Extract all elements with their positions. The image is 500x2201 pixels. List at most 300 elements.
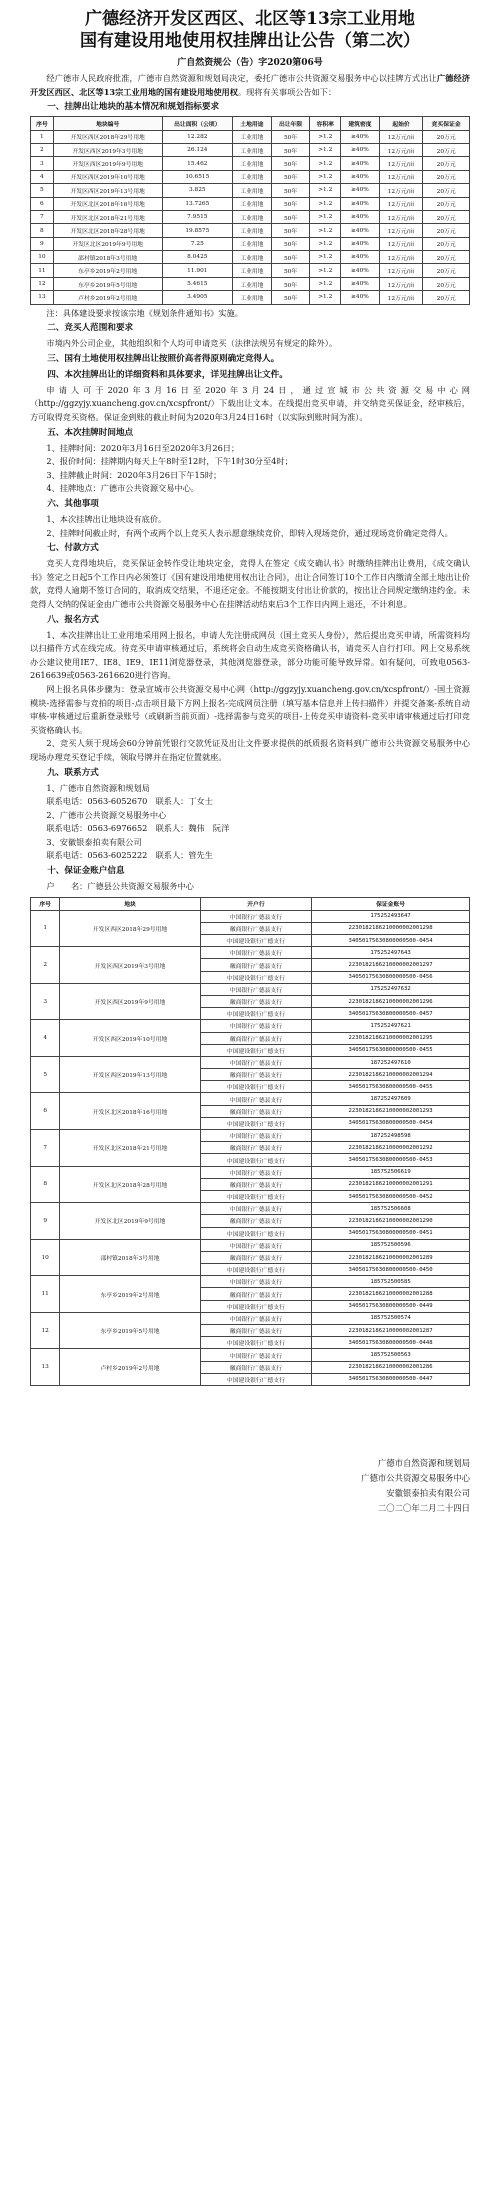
deposit-bank-cell: 徽商银行广德县支行 bbox=[200, 1215, 311, 1227]
parcel-cell: 工业用地 bbox=[233, 170, 272, 183]
parcel-cell: 12万元/亩 bbox=[379, 157, 423, 170]
parcel-cell: >1.2 bbox=[310, 237, 341, 250]
deposit-bank-cell: 中国银行广德县支行 bbox=[200, 1349, 311, 1361]
parcel-header-cell: 序号 bbox=[31, 117, 54, 130]
deposit-index-cell: 1 bbox=[31, 910, 60, 947]
parcel-cell: 工业用地 bbox=[233, 251, 272, 264]
parcel-header-cell: 出让年限 bbox=[271, 117, 310, 130]
deposit-bank-cell: 徽商银行广德县支行 bbox=[200, 995, 311, 1007]
deposit-index-cell: 11 bbox=[31, 1276, 60, 1313]
deposit-account-cell: 2230182186210000002001295 bbox=[312, 1032, 470, 1044]
deposit-account-cell: 185752500563 bbox=[312, 1349, 470, 1361]
deposit-index-cell: 6 bbox=[31, 1093, 60, 1130]
parcel-cell: 13.7265 bbox=[162, 197, 232, 210]
section4-body: 申请人可于2020年3月16日至2020年3月24日，通过宣城市公共资源交易中心网（http://ggzyjy.xuancheng.gov.cn/xcspfront/）下载出让文本。在线提出竞买申请，并交纳竞买保证金，经审核后，方可取得竞买资格。保证金到账的截止时间为2020年3月24日16时（以实际到账时间为准）。 bbox=[30, 384, 470, 423]
deposit-bank-cell: 徽商银行广德县支行 bbox=[200, 1069, 311, 1081]
parcel-cell: >1.2 bbox=[310, 197, 341, 210]
deposit-bank-cell: 中国建设银行广德支行 bbox=[200, 1373, 311, 1385]
signature-date: 二〇二〇年二月二十四日 bbox=[377, 1502, 470, 1513]
deposit-account-cell: 34050175630800000500-0447 bbox=[312, 1373, 470, 1385]
deposit-account-cell: 2230182186210000002001290 bbox=[312, 1215, 470, 1227]
table-note: 注：具体建设要求按该宗地《规划条件通知书》实施。 bbox=[46, 307, 243, 318]
parcel-cell: 工业用地 bbox=[233, 224, 272, 237]
parcel-cell: 50年 bbox=[271, 184, 310, 197]
deposit-index-cell: 3 bbox=[31, 983, 60, 1020]
deposit-row bbox=[31, 1349, 470, 1361]
parcel-row bbox=[31, 291, 470, 304]
deposit-account-cell: 34050175630800000500-0455 bbox=[312, 1044, 470, 1056]
deposit-parcel-cell: 开发区北区2019年9号用地 bbox=[60, 1203, 200, 1240]
parcel-cell: 12万元/亩 bbox=[379, 264, 423, 277]
section9-title: 九、联系方式 bbox=[47, 767, 99, 778]
parcel-cell: 50年 bbox=[271, 277, 310, 290]
parcel-row bbox=[31, 197, 470, 210]
parcel-cell: >1.2 bbox=[310, 277, 341, 290]
deposit-account-table bbox=[30, 897, 470, 1386]
parcel-cell: ≥40% bbox=[341, 224, 380, 237]
parcel-cell: >1.2 bbox=[310, 210, 341, 223]
parcel-cell: 1 bbox=[31, 130, 54, 143]
parcel-cell: 工业用地 bbox=[233, 130, 272, 143]
parcel-table-header bbox=[31, 117, 470, 130]
parcel-cell: 11 bbox=[31, 264, 54, 277]
parcel-cell: 邵村镇2018年3号用地 bbox=[53, 251, 162, 264]
parcel-cell: 13 bbox=[31, 291, 54, 304]
parcel-cell: >1.2 bbox=[310, 157, 341, 170]
section5-item-2: 2、报价时间：挂牌期内每天上午8时至12时，下午1时30分至4时； bbox=[46, 456, 293, 467]
section7-title: 七、付款方式 bbox=[47, 543, 99, 554]
parcel-cell: ≥40% bbox=[341, 210, 380, 223]
parcel-cell: 开发区西区2019年13号用地 bbox=[53, 184, 162, 197]
deposit-account-cell: 2230182186210000002001288 bbox=[312, 1288, 470, 1300]
parcel-cell: 8 bbox=[31, 224, 54, 237]
deposit-account-cell: 175252493647 bbox=[312, 910, 470, 922]
parcel-header-cell: 土地用途 bbox=[233, 117, 272, 130]
deposit-account-cell: 187252497609 bbox=[312, 1093, 470, 1105]
parcel-cell: 8.0425 bbox=[162, 251, 232, 264]
section1-title: 一、挂牌出让地块的基本情况和规划指标要求 bbox=[47, 102, 220, 113]
deposit-bank-cell: 中国建设银行广德支行 bbox=[200, 1154, 311, 1166]
parcel-cell: 50年 bbox=[271, 210, 310, 223]
deposit-account-cell: 34050175630800000500-0455 bbox=[312, 1081, 470, 1093]
parcel-cell: 12万元/亩 bbox=[379, 251, 423, 264]
deposit-row bbox=[31, 1056, 470, 1068]
parcel-cell: 50年 bbox=[271, 143, 310, 156]
parcel-table-body bbox=[31, 130, 470, 304]
deposit-index-cell: 10 bbox=[31, 1239, 60, 1276]
deposit-account-cell: 34050175630800000500-0457 bbox=[312, 1008, 470, 1020]
intro-text-a: 经广德市人民政府批准，广德市自然资源和规划局决定，委托广德市公共资源交易服务中心以挂牌方式出让 bbox=[46, 73, 437, 83]
deposit-row bbox=[31, 1166, 470, 1178]
title-line-2: 国有建设用地使用权挂牌出让公告（第二次） bbox=[80, 31, 420, 51]
deposit-bank-cell: 中国银行广德县支行 bbox=[200, 1130, 311, 1142]
parcel-cell: 工业用地 bbox=[233, 157, 272, 170]
deposit-account-cell: 175252497643 bbox=[312, 947, 470, 959]
section6-item-1: 1、本次挂牌出让地块设有底价。 bbox=[46, 514, 167, 524]
parcel-row bbox=[31, 251, 470, 264]
parcel-cell: 12万元/亩 bbox=[379, 143, 423, 156]
deposit-parcel-cell: 卢村乡2019年2号用地 bbox=[60, 1349, 200, 1386]
parcel-cell: ≥40% bbox=[341, 130, 380, 143]
parcel-cell: >1.2 bbox=[310, 184, 341, 197]
parcel-cell: 工业用地 bbox=[233, 184, 272, 197]
deposit-account-cell: 185752500596 bbox=[312, 1239, 470, 1251]
parcel-cell: 12万元/亩 bbox=[379, 291, 423, 304]
parcel-cell: 9 bbox=[31, 237, 54, 250]
parcel-cell: 开发区西区2018年29号用地 bbox=[53, 130, 162, 143]
parcel-cell: ≥40% bbox=[341, 264, 380, 277]
parcel-cell: ≥40% bbox=[341, 157, 380, 170]
parcel-cell: 12万元/亩 bbox=[379, 277, 423, 290]
deposit-bank-cell: 中国建设银行广德支行 bbox=[200, 1008, 311, 1020]
parcel-cell: 26.124 bbox=[162, 143, 232, 156]
parcel-cell: 工业用地 bbox=[233, 197, 272, 210]
parcel-cell: 20万元 bbox=[423, 197, 470, 210]
parcel-cell: 50年 bbox=[271, 251, 310, 264]
parcel-row bbox=[31, 170, 470, 183]
deposit-account-cell: 2230182186210000002001297 bbox=[312, 959, 470, 971]
parcel-cell: 50年 bbox=[271, 291, 310, 304]
parcel-cell: 20万元 bbox=[423, 184, 470, 197]
deposit-parcel-cell: 开发区北区2018年21号用地 bbox=[60, 1130, 200, 1167]
parcel-cell: 11.901 bbox=[162, 264, 232, 277]
parcel-cell: 开发区西区2019年3号用地 bbox=[53, 143, 162, 156]
deposit-index-cell: 8 bbox=[31, 1166, 60, 1203]
section8-title: 八、报名方式 bbox=[47, 614, 99, 625]
parcel-cell: 12万元/亩 bbox=[379, 197, 423, 210]
signature-1: 广德市自然资源和规划局 bbox=[377, 1457, 470, 1468]
section6-title: 六、其他事项 bbox=[47, 499, 99, 509]
deposit-bank-cell: 中国建设银行广德支行 bbox=[200, 1190, 311, 1202]
parcel-cell: 7 bbox=[31, 210, 54, 223]
deposit-row bbox=[31, 983, 470, 995]
section8-body-3: 2、竞买人须于现场会60分钟前凭银行交款凭证及出让文件要求提供的纸质报名资料到广德市公共资源交易服务中心现场办理竞买登记手续，领取号牌并在指定位置就座。 bbox=[30, 738, 470, 762]
deposit-row bbox=[31, 1093, 470, 1105]
parcel-cell: 7.9515 bbox=[162, 210, 232, 223]
section4-title: 四、本次挂牌出让的详细资料和具体要求，详见挂牌出让文件。 bbox=[47, 369, 288, 380]
parcel-cell: 50年 bbox=[271, 264, 310, 277]
parcel-table bbox=[30, 116, 470, 304]
parcel-cell: 20万元 bbox=[423, 251, 470, 264]
deposit-index-cell: 2 bbox=[31, 947, 60, 984]
parcel-cell: >1.2 bbox=[310, 264, 341, 277]
deposit-index-cell: 4 bbox=[31, 1020, 60, 1057]
parcel-cell: 工业用地 bbox=[233, 291, 272, 304]
parcel-header-cell: 起始价 bbox=[379, 117, 423, 130]
deposit-bank-cell: 中国建设银行广德支行 bbox=[200, 1081, 311, 1093]
deposit-parcel-cell: 东亭乡2019年2号用地 bbox=[60, 1276, 200, 1313]
parcel-cell: 12万元/亩 bbox=[379, 130, 423, 143]
section8-body-1: 1、本次挂牌出让工业用地采用网上报名，申请人先注册成网员（国土竞买人身份），然后提出竞买申请，所需资料均以扫描件方式在线完成。待竞买申请审核通过后，系统将会自动生成竞买资格确认书，请竞买人自行打印。网上交易系统办公建议使用IE7、IE8、IE9、IE11浏览器登录，其他浏览器登录，部分功能可能导致异常。如有疑问，可致电0563-2616639或0563-2616620进行咨询。 bbox=[30, 629, 470, 681]
section7-body: 竞买人竞得地块后，竞买保证金转作受让地块定金，竞得人在签定《成交确认书》时缴纳挂牌出让费用，《成交确认书》签定之日起5个工作日内必须签订《国有建设用地使用权出让合同》，出让合同签订10个工作日内缴清全部土地出让价款，竞得人逾期不签订合同的，取消成交结果，不退还定金。不能按期支付出让价款的，按出让合同规定缴纳违约金。未竞得人交纳的保证金由广德市公共资源交易服务中心在挂牌活动结束后3个工作日内网上退还，不计利息。 bbox=[30, 558, 470, 609]
deposit-bank-cell: 徽商银行广德县支行 bbox=[200, 959, 311, 971]
parcel-cell: 开发区北区2018年21号用地 bbox=[53, 210, 162, 223]
deposit-bank-cell: 中国建设银行广德支行 bbox=[200, 1264, 311, 1276]
parcel-cell: 20万元 bbox=[423, 210, 470, 223]
parcel-row bbox=[31, 264, 470, 277]
deposit-account-cell: 34050175630800000500-0454 bbox=[312, 1117, 470, 1129]
parcel-row bbox=[31, 184, 470, 197]
deposit-account-cell: 34050175630800000500-0450 bbox=[312, 1264, 470, 1276]
deposit-header-cell: 保证金账号 bbox=[312, 897, 470, 910]
parcel-cell: 3.4905 bbox=[162, 291, 232, 304]
section2-title: 二、竞买人范围和要求 bbox=[47, 323, 134, 334]
parcel-cell: 工业用地 bbox=[233, 264, 272, 277]
deposit-row bbox=[31, 1020, 470, 1032]
deposit-index-cell: 12 bbox=[31, 1312, 60, 1349]
deposit-bank-cell: 徽商银行广德县支行 bbox=[200, 1325, 311, 1337]
deposit-bank-cell: 徽商银行广德县支行 bbox=[200, 1288, 311, 1300]
deposit-bank-cell: 中国银行广德县支行 bbox=[200, 1203, 311, 1215]
parcel-cell: >1.2 bbox=[310, 291, 341, 304]
parcel-cell: 开发区西区2019年10号用地 bbox=[53, 170, 162, 183]
parcel-cell: 东亭乡2019年2号用地 bbox=[53, 264, 162, 277]
deposit-account-cell: 34050175630800000500-0449 bbox=[312, 1300, 470, 1312]
deposit-bank-cell: 中国银行广德县支行 bbox=[200, 910, 311, 922]
deposit-account-cell: 2230182186210000002001298 bbox=[312, 922, 470, 934]
parcel-cell: 50年 bbox=[271, 170, 310, 183]
parcel-cell: >1.2 bbox=[310, 170, 341, 183]
deposit-account-cell: 2230182186210000002001294 bbox=[312, 1069, 470, 1081]
parcel-cell: 工业用地 bbox=[233, 277, 272, 290]
parcel-cell: 50年 bbox=[271, 130, 310, 143]
section2-body: 市境内外公司企业，其他组织和个人均可申请竞买（法律法规另有规定的除外）。 bbox=[46, 338, 338, 349]
parcel-cell: 20万元 bbox=[423, 157, 470, 170]
parcel-cell: 12.282 bbox=[162, 130, 232, 143]
section5-item-3: 3、挂牌截止时间：2020年3月26日下午15时； bbox=[46, 469, 222, 480]
parcel-cell: 12 bbox=[31, 277, 54, 290]
parcel-cell: 20万元 bbox=[423, 130, 470, 143]
parcel-cell: 12万元/亩 bbox=[379, 170, 423, 183]
parcel-cell: 12万元/亩 bbox=[379, 210, 423, 223]
deposit-row bbox=[31, 1276, 470, 1288]
parcel-header-cell: 竞买保证金 bbox=[423, 117, 470, 130]
deposit-parcel-cell: 开发区西区2019年9号用地 bbox=[60, 983, 200, 1020]
deposit-account-cell: 185752506608 bbox=[312, 1203, 470, 1215]
parcel-cell: 12万元/亩 bbox=[379, 237, 423, 250]
deposit-account-cell: 2230182186210000002001292 bbox=[312, 1142, 470, 1154]
deposit-bank-cell: 徽商银行广德县支行 bbox=[200, 922, 311, 934]
deposit-parcel-cell: 邵村镇2018年3号用地 bbox=[60, 1239, 200, 1276]
deposit-account-cell: 34050175630800000500-0453 bbox=[312, 1154, 470, 1166]
deposit-parcel-cell: 开发区北区2018年16号用地 bbox=[60, 1093, 200, 1130]
parcel-cell: 3.825 bbox=[162, 184, 232, 197]
deposit-bank-cell: 徽商银行广德县支行 bbox=[200, 1142, 311, 1154]
deposit-parcel-cell: 开发区西区2019年3号用地 bbox=[60, 947, 200, 984]
parcel-row bbox=[31, 157, 470, 170]
account-name: 户 名：广德县公共资源交易服务中心 bbox=[46, 881, 194, 892]
deposit-bank-cell: 中国银行广德县支行 bbox=[200, 1276, 311, 1288]
deposit-parcel-cell: 开发区西区2018年29号用地 bbox=[60, 910, 200, 947]
deposit-bank-cell: 中国银行广德县支行 bbox=[200, 1239, 311, 1251]
deposit-row bbox=[31, 1312, 470, 1324]
parcel-header-cell: 地块编号 bbox=[53, 117, 162, 130]
parcel-cell: 20万元 bbox=[423, 291, 470, 304]
parcel-cell: 开发区北区2019年9号用地 bbox=[53, 237, 162, 250]
deposit-account-cell: 2230182186210000002001286 bbox=[312, 1361, 470, 1373]
parcel-cell: 50年 bbox=[271, 197, 310, 210]
deposit-row bbox=[31, 1239, 470, 1251]
deposit-bank-cell: 中国银行广德县支行 bbox=[200, 1093, 311, 1105]
parcel-cell: >1.2 bbox=[310, 143, 341, 156]
parcel-cell: 20万元 bbox=[423, 170, 470, 183]
parcel-cell: 卢村乡2019年2号用地 bbox=[53, 291, 162, 304]
deposit-bank-cell: 中国建设银行广德支行 bbox=[200, 935, 311, 947]
section10-title: 十、保证金账户信息 bbox=[47, 866, 125, 877]
deposit-bank-cell: 中国银行广德县支行 bbox=[200, 983, 311, 995]
deposit-index-cell: 13 bbox=[31, 1349, 60, 1386]
deposit-parcel-cell: 开发区西区2019年10号用地 bbox=[60, 1020, 200, 1057]
parcel-cell: 19.8575 bbox=[162, 224, 232, 237]
parcel-cell: >1.2 bbox=[310, 251, 341, 264]
deposit-account-cell: 34050175630800000500-0451 bbox=[312, 1227, 470, 1239]
deposit-account-cell: 34050175630800000500-0454 bbox=[312, 935, 470, 947]
parcel-cell: >1.2 bbox=[310, 224, 341, 237]
parcel-cell: 10.6515 bbox=[162, 170, 232, 183]
parcel-header-cell: 建筑密度 bbox=[341, 117, 380, 130]
parcel-cell: >1.2 bbox=[310, 130, 341, 143]
deposit-account-cell: 34050175630800000500-0456 bbox=[312, 971, 470, 983]
deposit-bank-cell: 徽商银行广德县支行 bbox=[200, 1105, 311, 1117]
parcel-cell: 开发区北区2018年28号用地 bbox=[53, 224, 162, 237]
parcel-header-cell: 出让面积（公顷） bbox=[162, 117, 232, 130]
deposit-parcel-cell: 开发区西区2019年13号用地 bbox=[60, 1056, 200, 1093]
deposit-account-cell: 187252497610 bbox=[312, 1056, 470, 1068]
parcel-cell: 50年 bbox=[271, 157, 310, 170]
deposit-parcel-cell: 开发区北区2018年28号用地 bbox=[60, 1166, 200, 1203]
deposit-account-cell: 185752506619 bbox=[312, 1166, 470, 1178]
deposit-row bbox=[31, 1130, 470, 1142]
parcel-cell: ≥40% bbox=[341, 197, 380, 210]
parcel-cell: 4 bbox=[31, 170, 54, 183]
deposit-bank-cell: 徽商银行广德县支行 bbox=[200, 1361, 311, 1373]
section6-item-2: 2、挂牌时间截止时，有两个或两个以上竞买人表示愿意继续竞价，即转入现场竞价，通过现场竞价确定竞得人。 bbox=[46, 527, 453, 538]
deposit-account-cell: 185752500574 bbox=[312, 1312, 470, 1324]
contact-line-3: 2、广德市公共资源交易服务中心 bbox=[46, 809, 167, 820]
parcel-cell: 工业用地 bbox=[233, 210, 272, 223]
parcel-cell: 12万元/亩 bbox=[379, 184, 423, 197]
contact-line-5: 3、安徽银泰拍卖有限公司 bbox=[46, 836, 142, 847]
signature-3: 安徽银泰拍卖有限公司 bbox=[386, 1487, 470, 1498]
parcel-header-cell: 容积率 bbox=[310, 117, 341, 130]
deposit-account-cell: 34050175630800000500-0448 bbox=[312, 1337, 470, 1349]
parcel-cell: 东亭乡2019年5号用地 bbox=[53, 277, 162, 290]
title-line-1: 广德经济开发区西区、北区等13宗工业用地 bbox=[85, 9, 415, 29]
parcel-cell: 2 bbox=[31, 143, 54, 156]
contact-line-2: 联系电话：0563-6052670 联系人：丁女士 bbox=[46, 796, 213, 807]
intro-text-b: 广德经济开发区西区、北区等13宗工业用地的国有建设用地使用权 bbox=[30, 73, 470, 97]
parcel-cell: 20万元 bbox=[423, 237, 470, 250]
intro-text-c: 。现将有关事项公告如下： bbox=[237, 86, 337, 97]
parcel-cell: 15.462 bbox=[162, 157, 232, 170]
section5-title: 五、本次挂牌时间地点 bbox=[47, 427, 134, 438]
parcel-cell: 10 bbox=[31, 251, 54, 264]
section5-item-1: 1、挂牌时间：2020年3月16日至2020年3月26日； bbox=[46, 442, 240, 453]
parcel-cell: 50年 bbox=[271, 237, 310, 250]
deposit-bank-cell: 中国银行广德县支行 bbox=[200, 1056, 311, 1068]
parcel-cell: 5 bbox=[31, 184, 54, 197]
deposit-account-cell: 2230182186210000002001287 bbox=[312, 1325, 470, 1337]
parcel-cell: 20万元 bbox=[423, 224, 470, 237]
deposit-account-cell: 187252498598 bbox=[312, 1130, 470, 1142]
deposit-bank-cell: 徽商银行广德县支行 bbox=[200, 1251, 311, 1263]
deposit-bank-cell: 中国银行广德县支行 bbox=[200, 947, 311, 959]
parcel-cell: ≥40% bbox=[341, 291, 380, 304]
parcel-cell: 7.25 bbox=[162, 237, 232, 250]
deposit-table-body bbox=[31, 910, 470, 1385]
section5-item-4: 4、挂牌地点：广德市公共资源交易中心。 bbox=[46, 483, 199, 494]
parcel-cell: 12万元/亩 bbox=[379, 224, 423, 237]
parcel-cell: ≥40% bbox=[341, 143, 380, 156]
deposit-index-cell: 5 bbox=[31, 1056, 60, 1093]
signature-2: 广德市公共资源交易服务中心 bbox=[361, 1472, 470, 1483]
deposit-bank-cell: 中国银行广德县支行 bbox=[200, 1166, 311, 1178]
deposit-account-cell: 175252497632 bbox=[312, 983, 470, 995]
document-number: 广自然资规公（告）字2020第06号 bbox=[177, 58, 323, 68]
deposit-index-cell: 9 bbox=[31, 1203, 60, 1240]
deposit-account-cell: 2230182186210000002001291 bbox=[312, 1178, 470, 1190]
deposit-account-cell: 2230182186210000002001289 bbox=[312, 1251, 470, 1263]
section8-body-2: 网上报名具体步骤为：登录宣城市公共资源交易中心网（http://ggzyjy.xuancheng.gov.cn/xcspfront/）-国土资源模块-选择需参与竞拍的项目-点击项目最下方网上报名-完成网员注册（填写基本信息并上传扫描件）并提交备案-系统自动审核-审核通过后重新登录账号（或刷新当前页面）-选择需参与竞买的项目-上传竞买申请资料-竞买申请审核通过后打印竞买资格确认书。 bbox=[30, 683, 470, 735]
deposit-bank-cell: 中国银行广德县支行 bbox=[200, 1312, 311, 1324]
parcel-cell: 工业用地 bbox=[233, 143, 272, 156]
parcel-cell: ≥40% bbox=[341, 170, 380, 183]
deposit-row bbox=[31, 1203, 470, 1215]
deposit-bank-cell: 徽商银行广德县支行 bbox=[200, 1178, 311, 1190]
parcel-cell: 开发区西区2019年9号用地 bbox=[53, 157, 162, 170]
deposit-bank-cell: 中国建设银行广德支行 bbox=[200, 1117, 311, 1129]
deposit-account-cell: 175252497621 bbox=[312, 1020, 470, 1032]
deposit-account-cell: 2230182186210000002001293 bbox=[312, 1105, 470, 1117]
parcel-row bbox=[31, 277, 470, 290]
parcel-cell: 20万元 bbox=[423, 277, 470, 290]
deposit-bank-cell: 中国建设银行广德支行 bbox=[200, 1044, 311, 1056]
parcel-cell: 6 bbox=[31, 197, 54, 210]
parcel-cell: ≥40% bbox=[341, 237, 380, 250]
parcel-cell: ≥40% bbox=[341, 251, 380, 264]
contact-line-6: 联系电话：0563-6025222 联系人：管先生 bbox=[46, 850, 213, 861]
intro-paragraph bbox=[30, 72, 470, 99]
deposit-row bbox=[31, 910, 470, 922]
deposit-bank-cell: 中国建设银行广德支行 bbox=[200, 1300, 311, 1312]
deposit-bank-cell: 中国建设银行广德支行 bbox=[200, 1337, 311, 1349]
section3-title: 三、国有土地使用权挂牌出让按照价高者得原则确定竞得人。 bbox=[47, 353, 280, 364]
parcel-cell: 开发区北区2018年16号用地 bbox=[53, 197, 162, 210]
deposit-index-cell: 7 bbox=[31, 1130, 60, 1167]
parcel-cell: 3 bbox=[31, 157, 54, 170]
deposit-parcel-cell: 东亭乡2019年5号用地 bbox=[60, 1312, 200, 1349]
parcel-cell: 工业用地 bbox=[233, 237, 272, 250]
deposit-account-cell: 34050175630800000500-0452 bbox=[312, 1190, 470, 1202]
parcel-row bbox=[31, 237, 470, 250]
deposit-header-cell: 序号 bbox=[31, 897, 60, 910]
deposit-bank-cell: 中国建设银行广德支行 bbox=[200, 971, 311, 983]
deposit-account-cell: 2230182186210000002001296 bbox=[312, 995, 470, 1007]
parcel-cell: 20万元 bbox=[423, 264, 470, 277]
parcel-cell: 5.4615 bbox=[162, 277, 232, 290]
deposit-table-header bbox=[31, 897, 470, 910]
deposit-header-cell: 开户行 bbox=[200, 897, 311, 910]
parcel-cell: 20万元 bbox=[423, 143, 470, 156]
parcel-row bbox=[31, 210, 470, 223]
deposit-row bbox=[31, 947, 470, 959]
deposit-bank-cell: 中国建设银行广德支行 bbox=[200, 1227, 311, 1239]
parcel-cell: ≥40% bbox=[341, 277, 380, 290]
deposit-header-cell: 地块 bbox=[60, 897, 200, 910]
parcel-row bbox=[31, 130, 470, 143]
contact-line-1: 1、广德市自然资源和规划局 bbox=[46, 782, 150, 793]
deposit-account-cell: 185752500585 bbox=[312, 1276, 470, 1288]
